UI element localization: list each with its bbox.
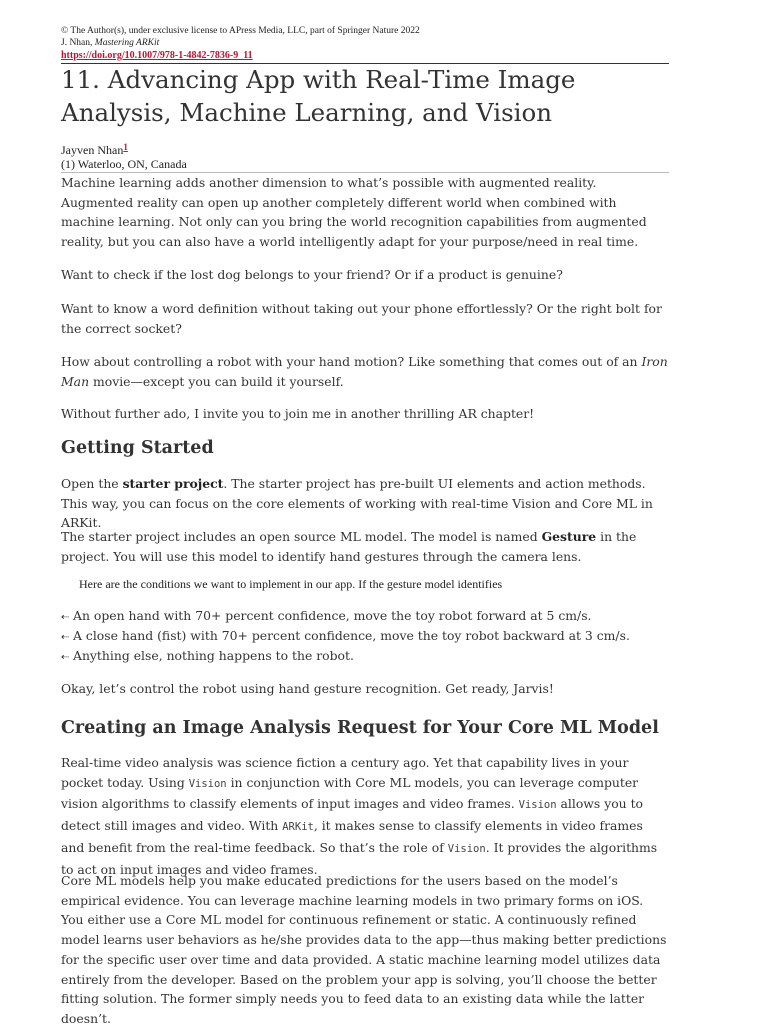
intro-paragraph-4	[61, 352, 669, 391]
code-arkit: ARKit	[282, 821, 314, 834]
author-name: Jayven Nhan	[61, 143, 124, 157]
section-heading-getting-started: Getting Started	[61, 438, 214, 458]
gs-p1-text: Open the	[61, 476, 123, 491]
image-analysis-paragraph-1	[61, 753, 669, 879]
getting-started-paragraph-1	[61, 474, 669, 533]
condition-text: Anything else, nothing happens to the robot.	[73, 648, 354, 663]
code-vision: Vision	[518, 799, 557, 812]
section-heading-image-analysis: Creating an Image Analysis Request for Your Core ML Model	[61, 718, 659, 738]
getting-started-paragraph-3: Okay, let’s control the robot using hand gesture recognition. Get ready, Jarvis!	[61, 681, 554, 696]
conditions-intro: Here are the conditions we want to implement in our app. If the gesture model identifies	[79, 577, 503, 591]
ia-p1-text-4: , it makes sense to classify elements in video frames and benefit from the real-time feedback. So that’s the role of	[61, 818, 643, 855]
code-vision: Vision	[188, 777, 227, 790]
author-affiliation-link[interactable]: 1	[123, 142, 128, 152]
intro-paragraph-5: Without further ado, I invite you to join me in another thrilling AR chapter!	[61, 406, 535, 421]
citation	[61, 37, 159, 50]
intro-paragraph-1: Machine learning adds another dimension to what’s possible with augmented reality. Augmented reality can open up another completely different world when combined with machine learning. Not only can you bring the world recognition capabilities from augmented reality, but you can also have a world intelligently adapt for your purpose/need in real time.	[61, 175, 647, 250]
condition-text: A close hand (fist) with 70+ percent confidence, move the toy robot backward at 3 cm/s.	[73, 628, 630, 643]
condition-list-item	[61, 646, 354, 668]
gesture-model-emphasis: Gesture	[541, 529, 597, 544]
gs-p2-tail: in the project. You will use this model to identify hand gestures through the camera lens.	[61, 529, 637, 564]
starter-project-emphasis: starter project	[122, 476, 224, 491]
author-affiliation: (1) Waterloo, ON, Canada	[61, 157, 187, 171]
iron-man-emphasis: Iron Man	[61, 354, 668, 389]
ia-p1-text-3: allows you to detect still images and video. With	[61, 796, 644, 834]
ia-p1-text-2: in conjunction with Core ML models, you can leverage computer vision algorithms to classify elements of input images and video frames.	[61, 774, 639, 812]
gs-p2-text: The starter project includes an open source ML model. The model is named	[61, 529, 542, 544]
author-line	[61, 143, 128, 158]
ia-p1-text: Real-time video analysis was science fiction a century ago. Yet that capability lives in your pocket today. Using	[61, 755, 629, 790]
citation-book-title: Mastering ARKit	[94, 38, 160, 48]
intro-paragraph-4-text: How about controlling a robot with your hand motion? Like something that comes out of an	[61, 354, 642, 369]
image-analysis-paragraph-2: Core ML models help you make educated predictions for the users based on the model’s empirical evidence. You can leverage machine learning models in two primary forms on iOS. You either use a Core ML model for continuous refinement or static. A continuously refined model learns user behaviors as he/she provides data to the app—thus making better predictions for the specific user over time and data provided. A static machine learning model utilizes data entirely from the developer. Based on the problem your app is solving, you’ll choose the better fitting solution. The former simply needs you to feed data to an existing data while the latter doesn’t.	[61, 873, 667, 1026]
intro-paragraph-4-tail: movie—except you can build it yourself.	[89, 373, 344, 389]
doi-link[interactable]: https://doi.org/10.1007/978-1-4842-7836-9_11	[61, 50, 253, 61]
intro-paragraph-2: Want to check if the lost dog belongs to your friend? Or if a product is genuine?	[61, 267, 563, 282]
citation-author: J. Nhan,	[61, 38, 95, 48]
getting-started-paragraph-2	[61, 527, 669, 566]
intro-paragraph-3: Want to know a word definition without taking out your phone effortlessly? Or the right bolt for the correct socket?	[61, 301, 662, 336]
condition-text: An open hand with 70+ percent confidence, move the toy robot forward at 5 cm/s.	[73, 608, 592, 623]
arrow-bullet-icon: ⇠	[61, 612, 70, 623]
gs-p1-tail: . The starter project has pre-built UI elements and action methods. This way, you can focus on the core elements of working with real-time Vision and Core ML in ARKit.	[61, 476, 653, 531]
arrow-bullet-icon: ⇠	[61, 652, 70, 663]
condition-list-item	[61, 626, 630, 648]
condition-list-item	[61, 606, 592, 628]
code-vision: Vision	[447, 842, 486, 855]
ia-p1-text-5: . It provides the algorithms to act on input images and video frames.	[61, 839, 658, 877]
chapter-title: 11. Advancing App with Real-Time Image Analysis, Machine Learning, and Vision	[61, 65, 576, 127]
copyright-notice: © The Author(s), under exclusive license to APress Media, LLC, part of Springer Nature 2022	[61, 26, 420, 36]
arrow-bullet-icon: ⇠	[61, 632, 70, 643]
